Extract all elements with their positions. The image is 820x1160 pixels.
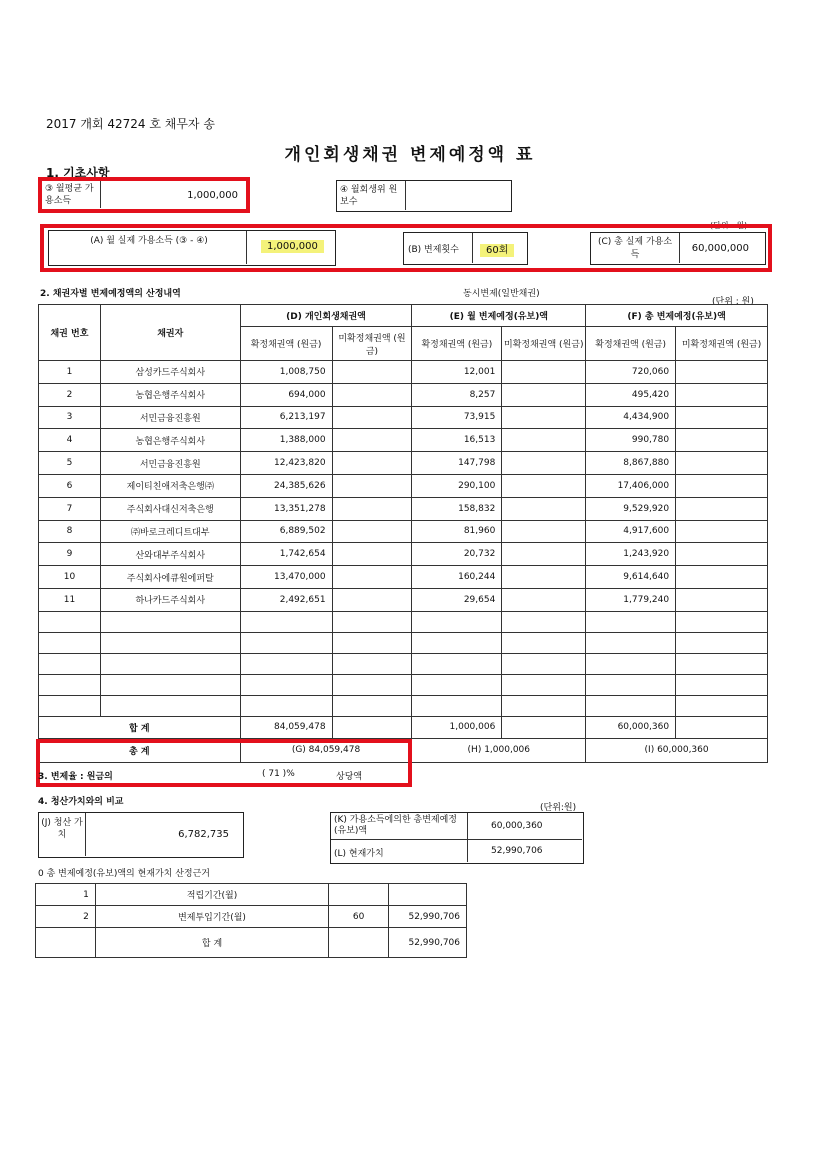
table-row [39,543,768,566]
empty-cell [586,611,676,632]
row-f-confirmed: 720,060 [586,361,676,384]
j-value: 6,782,735 [178,829,229,840]
empty-cell [412,611,502,632]
empty-row [39,653,768,674]
row-f-confirmed: 9,614,640 [586,566,676,589]
row-e-unconfirmed [502,452,586,475]
table-row [39,361,768,384]
section2-heading: 2. 채권자별 변제예정액의 산정내역 [40,289,181,299]
avg-income-value: 1,000,000 [187,190,238,201]
row-d-unconfirmed [332,361,412,384]
empty-cell [332,611,412,632]
row-creditor: 삼성카드주식회사 [100,361,240,384]
row-e-unconfirmed [502,566,586,589]
trustee-fee-label: ④ 월회생위 원 보수 [340,185,398,207]
pv-heading: 0 총 변제예정(유보)액의 현재가치 산정근거 [38,869,210,879]
row-no: 8 [39,520,101,543]
empty-cell [412,653,502,674]
c-box [590,232,766,265]
comparison-box [330,812,584,864]
row-f-unconfirmed [676,520,768,543]
pv-row [36,884,467,906]
empty-cell [586,653,676,674]
empty-cell [412,632,502,653]
subtotal-d: 84,059,478 [240,716,332,738]
row-no: 6 [39,474,101,497]
row-no: 1 [39,361,101,384]
empty-cell [676,611,768,632]
row-e-confirmed: 158,832 [412,497,502,520]
empty-cell [100,674,240,695]
empty-cell [240,611,332,632]
row-d-unconfirmed [332,520,412,543]
table-row [39,383,768,406]
j-label: (J) 청산 가치 [41,818,83,840]
empty-cell [502,632,586,653]
pv-value: 52,990,706 [389,906,467,928]
repayment-method: 동시변제(일반채권) [463,289,540,299]
row-no: 5 [39,452,101,475]
row-d-unconfirmed [332,452,412,475]
k-label: (K) 가용소득에의한 총변제예정(유보)액 [334,815,457,836]
row-creditor: 산와대부주식회사 [100,543,240,566]
row-f-unconfirmed [676,406,768,429]
empty-cell [332,632,412,653]
row-creditor: 제이티친애저축은행㈜ [100,474,240,497]
empty-cell [240,674,332,695]
row-creditor: 하나카드주식회사 [100,588,240,611]
row-f-unconfirmed [676,452,768,475]
row-no: 11 [39,588,101,611]
row-d-confirmed: 1,742,654 [240,543,332,566]
table-row [39,452,768,475]
table-row [39,429,768,452]
row-creditor: 농협은행주식회사 [100,383,240,406]
empty-row [39,674,768,695]
sub-unconfirmed-e: 미확정채권액 (원금) [502,327,586,361]
row-creditor: 서민금융진흥원 [100,406,240,429]
row-no: 4 [39,429,101,452]
pv-months: 60 [329,906,389,928]
subtotal-label: 합 계 [39,716,241,738]
row-f-unconfirmed [676,543,768,566]
empty-cell [676,695,768,716]
empty-row [39,632,768,653]
sub-unconfirmed-d: 미확정채권액 (원금) [332,327,412,361]
row-e-unconfirmed [502,474,586,497]
row-d-confirmed: 13,470,000 [240,566,332,589]
empty-cell [586,674,676,695]
row-e-unconfirmed [502,520,586,543]
section2-unit: (단위 : 원) [712,297,754,307]
liquidation-box [38,812,244,858]
total-label: 총 계 [39,738,241,762]
row-e-unconfirmed [502,588,586,611]
pv-months [329,884,389,906]
row-d-confirmed: 1,008,750 [240,361,332,384]
a-value: 1,000,000 [261,240,324,253]
row-e-confirmed: 147,798 [412,452,502,475]
empty-cell [100,653,240,674]
empty-cell [586,695,676,716]
row-e-confirmed: 16,513 [412,429,502,452]
row-f-confirmed: 8,867,880 [586,452,676,475]
row-d-confirmed: 13,351,278 [240,497,332,520]
col-d: (D) 개인회생채권액 [240,305,412,327]
row-f-unconfirmed [676,361,768,384]
col-no: 채권 번호 [39,305,101,361]
pv-value: 52,990,706 [389,928,467,958]
row-f-unconfirmed [676,383,768,406]
table-row [39,406,768,429]
a-label: (A) 월 실제 가용소득 (③ - ④) [90,236,208,246]
k-value: 60,000,360 [491,821,543,831]
empty-row [39,695,768,716]
row-f-confirmed: 4,917,600 [586,520,676,543]
row-no: 3 [39,406,101,429]
empty-cell [100,611,240,632]
l-label: (L) 현재가치 [334,849,384,859]
row-f-confirmed: 1,243,920 [586,543,676,566]
row-d-confirmed: 24,385,626 [240,474,332,497]
row-creditor: 주식회사에큐원에퍼탈 [100,566,240,589]
row-d-confirmed: 2,492,651 [240,588,332,611]
row-e-unconfirmed [502,543,586,566]
row-d-unconfirmed [332,474,412,497]
row-d-confirmed: 694,000 [240,383,332,406]
row-creditor: 서민금융진흥원 [100,452,240,475]
row-f-confirmed: 495,420 [586,383,676,406]
row-f-unconfirmed [676,588,768,611]
table-row [39,588,768,611]
row-no: 2 [39,383,101,406]
row-f-unconfirmed [676,429,768,452]
empty-cell [332,674,412,695]
row-d-confirmed: 6,889,502 [240,520,332,543]
avg-income-label: ③ 월평균 가용소득 [45,184,94,206]
col-creditor: 채권자 [100,305,240,361]
section3-suffix: 상당액 [336,772,363,782]
row-e-confirmed: 8,257 [412,383,502,406]
row-d-confirmed: 6,213,197 [240,406,332,429]
section1-heading: 1. 기초사항 [46,166,110,180]
total-g: (G) 84,059,478 [240,738,412,762]
b-box [403,232,528,265]
row-f-confirmed: 4,434,900 [586,406,676,429]
empty-cell [676,674,768,695]
total-i: (I) 60,000,360 [586,738,768,762]
sub-confirmed-d: 확정채권액 (원금) [240,327,332,361]
pv-months [329,928,389,958]
row-e-confirmed: 20,732 [412,543,502,566]
table-row [39,566,768,589]
row-e-confirmed: 160,244 [412,566,502,589]
table-row [39,497,768,520]
row-d-unconfirmed [332,543,412,566]
row-no: 10 [39,566,101,589]
table-row [39,520,768,543]
row-f-unconfirmed [676,566,768,589]
pv-value [389,884,467,906]
row-e-confirmed: 73,915 [412,406,502,429]
l-value: 52,990,706 [491,846,543,856]
row-e-unconfirmed [502,406,586,429]
section4-heading: 4. 청산가치와의 비교 [38,797,124,807]
empty-cell [332,653,412,674]
row-f-confirmed: 1,779,240 [586,588,676,611]
col-f: (F) 총 변제예정(유보)액 [586,305,768,327]
row-d-unconfirmed [332,588,412,611]
empty-cell [502,611,586,632]
sub-confirmed-e: 확정채권액 (원금) [412,327,502,361]
sub-unconfirmed-f: 미확정채권액 (원금) [676,327,768,361]
row-d-unconfirmed [332,497,412,520]
empty-cell [502,695,586,716]
row-e-confirmed: 81,960 [412,520,502,543]
pv-row [36,928,467,958]
empty-cell [39,611,101,632]
row-e-confirmed: 290,100 [412,474,502,497]
row-d-unconfirmed [332,429,412,452]
empty-cell [39,632,101,653]
pv-label: 변제투입기간(월) [95,906,328,928]
row-f-unconfirmed [676,474,768,497]
row-e-unconfirmed [502,429,586,452]
b-label: (B) 변제횟수 [408,245,459,255]
c-label: (C) 총 실제 가용소득 [597,237,673,260]
creditor-table [38,304,768,763]
row-creditor: ㈜바로크레디트대부 [100,520,240,543]
empty-cell [39,695,101,716]
pv-label: 합 계 [95,928,328,958]
case-number-line: 2017 개회 42724 호 채무자 송 [46,117,215,131]
empty-cell [39,653,101,674]
repayment-rate: ( 71 )% [262,769,295,779]
empty-cell [240,653,332,674]
unit-note: (단위 : 원) [710,221,748,230]
row-f-unconfirmed [676,497,768,520]
trustee-fee-box [336,180,512,212]
empty-cell [676,632,768,653]
row-no: 7 [39,497,101,520]
total-h: (H) 1,000,006 [412,738,586,762]
pv-no: 2 [36,906,96,928]
empty-cell [586,632,676,653]
row-e-unconfirmed [502,497,586,520]
row-d-unconfirmed [332,383,412,406]
empty-cell [100,632,240,653]
section3-label: 3. 변제율 : 원금의 [38,772,113,782]
row-d-confirmed: 12,423,820 [240,452,332,475]
section4-unit: (단위:원) [540,803,577,813]
empty-cell [502,674,586,695]
table-row [39,474,768,497]
a-box [48,230,336,266]
empty-cell [332,695,412,716]
row-f-confirmed: 9,529,920 [586,497,676,520]
highlight-box-avg-income [38,177,250,213]
row-d-confirmed: 1,388,000 [240,429,332,452]
row-e-confirmed: 29,654 [412,588,502,611]
empty-cell [412,674,502,695]
row-d-unconfirmed [332,406,412,429]
pv-label: 적립기간(월) [95,884,328,906]
sub-confirmed-f: 확정채권액 (원금) [586,327,676,361]
c-value: 60,000,000 [691,243,749,254]
empty-row [39,611,768,632]
row-e-unconfirmed [502,361,586,384]
pv-no: 1 [36,884,96,906]
empty-cell [240,695,332,716]
empty-cell [676,653,768,674]
row-creditor: 주식회사대신저축은행 [100,497,240,520]
b-value: 60회 [480,244,514,257]
empty-cell [39,674,101,695]
col-e: (E) 월 변제예정(유보)액 [412,305,586,327]
empty-cell [412,695,502,716]
pv-table [35,883,467,958]
empty-cell [502,653,586,674]
row-e-unconfirmed [502,383,586,406]
row-e-confirmed: 12,001 [412,361,502,384]
row-f-confirmed: 990,780 [586,429,676,452]
row-creditor: 농협은행주식회사 [100,429,240,452]
row-no: 9 [39,543,101,566]
empty-cell [240,632,332,653]
pv-no [36,928,96,958]
row-f-confirmed: 17,406,000 [586,474,676,497]
empty-cell [100,695,240,716]
row-d-unconfirmed [332,566,412,589]
subtotal-f: 60,000,360 [586,716,676,738]
pv-row [36,906,467,928]
page-title: 개인회생채권 변제예정액 표 [284,145,536,165]
subtotal-e: 1,000,006 [412,716,502,738]
